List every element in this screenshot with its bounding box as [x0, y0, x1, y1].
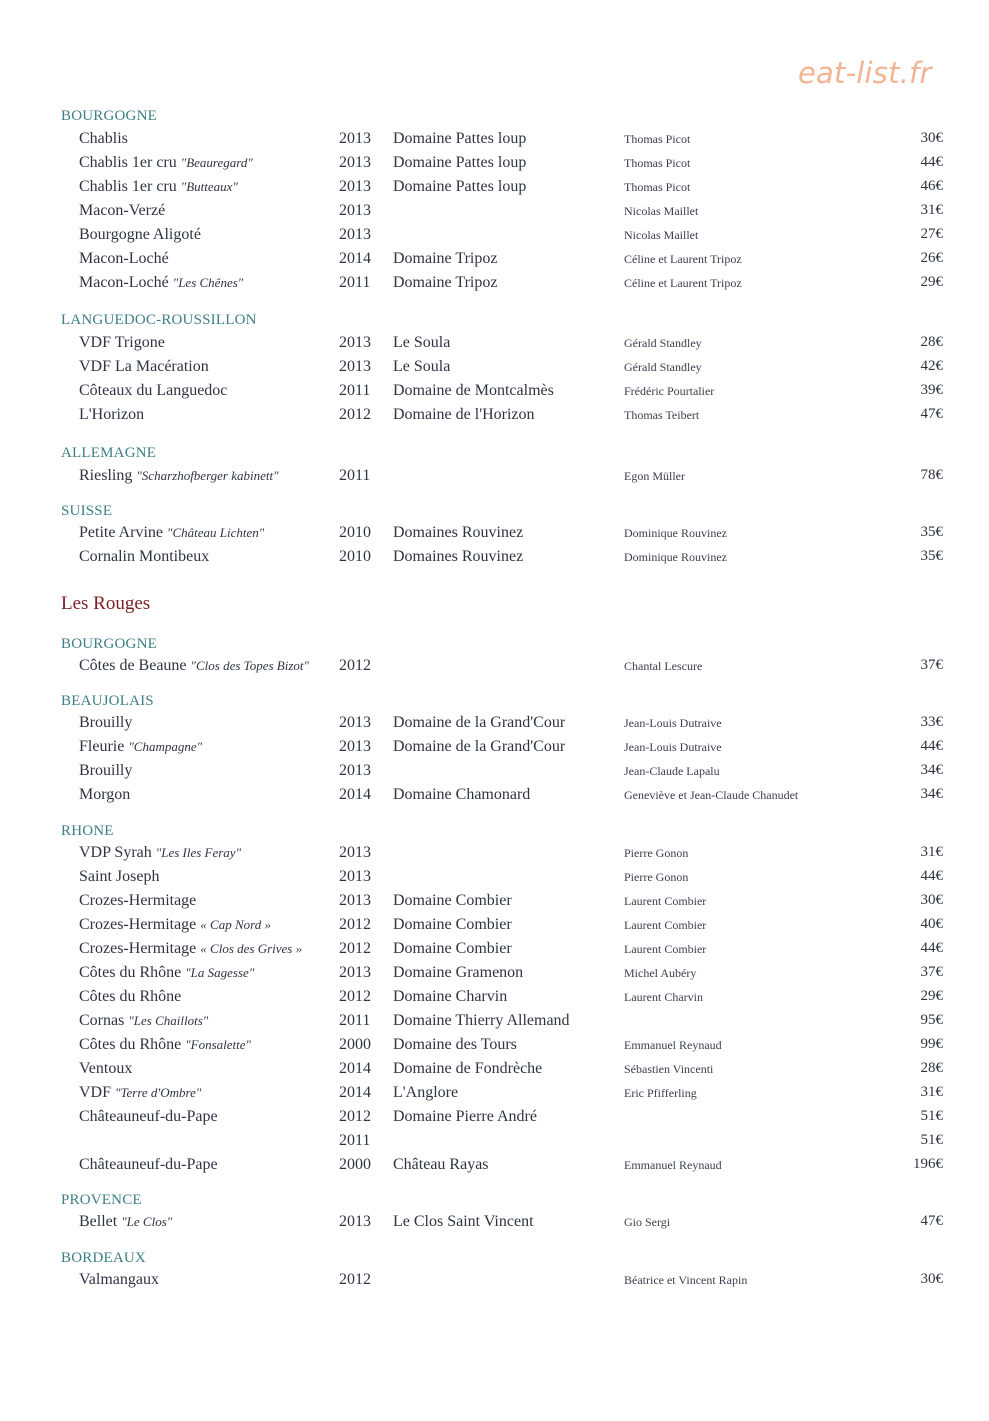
wine-producer: Thomas Picot — [624, 180, 691, 194]
wine-name — [79, 358, 209, 376]
wine-domain: Château Rayas — [393, 1156, 489, 1173]
wine-producer: Gio Sergi — [624, 1215, 671, 1229]
wine-cuvee: "Scharzhofberger kabinett" — [136, 468, 279, 483]
section-title: Les Rouges — [61, 593, 151, 614]
wine-price: 51€ — [920, 1132, 943, 1148]
wine-price: 30€ — [920, 1271, 943, 1287]
wine-appellation: Macon-Verzé — [79, 202, 166, 219]
wine-year: 2013 — [339, 714, 371, 731]
wine-row — [0, 130, 989, 152]
wine-domain: Domaines Rouvinez — [393, 524, 524, 541]
wine-year: 2000 — [339, 1036, 371, 1053]
wine-price: 95€ — [920, 1012, 943, 1028]
wine-year: 2013 — [339, 738, 371, 755]
wine-appellation: Fleurie — [79, 738, 129, 755]
wine-cuvee: "Les Chênes" — [172, 275, 244, 290]
wine-price: 35€ — [920, 524, 943, 540]
wine-appellation: Côteaux du Languedoc — [79, 382, 228, 399]
wine-appellation: Bourgogne Aligoté — [79, 226, 201, 243]
wine-domain: Domaine Pierre André — [393, 1108, 537, 1125]
wine-cuvee: "Fonsalette" — [185, 1037, 252, 1052]
wine-cuvee: "Les Iles Feray" — [155, 845, 242, 860]
wine-name — [79, 130, 128, 148]
wine-price: 28€ — [920, 334, 943, 350]
wine-row — [0, 548, 989, 570]
wine-name — [79, 548, 209, 566]
wine-price: 40€ — [920, 916, 943, 932]
wine-appellation: Côtes du Rhône — [79, 964, 186, 981]
wine-producer: Laurent Combier — [624, 942, 707, 956]
wine-producer: Chantal Lescure — [624, 659, 703, 673]
wine-price: 44€ — [920, 154, 943, 170]
wine-name — [79, 940, 302, 958]
wine-row — [0, 1012, 989, 1034]
wine-domain: Domaine Pattes loup — [393, 154, 527, 171]
wine-price: 39€ — [920, 382, 943, 398]
wine-year: 2012 — [339, 916, 371, 933]
wine-name — [79, 1012, 208, 1030]
wine-cuvee: "Butteaux" — [180, 179, 238, 194]
region-heading: RHONE — [61, 823, 114, 839]
wine-name — [79, 274, 243, 292]
wine-row — [0, 738, 989, 760]
wine-year: 2013 — [339, 1213, 371, 1230]
wine-appellation: VDF — [79, 1084, 116, 1101]
wine-appellation: Chablis 1er cru — [79, 178, 181, 195]
wine-name — [79, 1060, 132, 1078]
wine-producer: Emmanuel Reynaud — [624, 1038, 722, 1052]
wine-name — [79, 892, 196, 910]
wine-appellation: Côtes du Rhône — [79, 1036, 186, 1053]
wine-price: 31€ — [920, 844, 943, 860]
wine-price: 51€ — [920, 1108, 943, 1124]
wine-year: 2013 — [339, 154, 371, 171]
region-heading: BOURGOGNE — [61, 636, 157, 652]
wine-row — [0, 358, 989, 380]
wine-appellation: VDF La Macération — [79, 358, 209, 375]
wine-producer: Eric Pfifferling — [624, 1086, 697, 1100]
wine-row — [0, 1213, 989, 1235]
wine-year: 2012 — [339, 406, 371, 423]
wine-producer: Geneviève et Jean-Claude Chanudet — [624, 788, 799, 802]
wine-producer: Dominique Rouvinez — [624, 526, 727, 540]
wine-domain: Domaine de Fondrèche — [393, 1060, 543, 1077]
wine-appellation: Chablis 1er cru — [79, 154, 181, 171]
wine-domain: Domaine de la Grand'Cour — [393, 738, 566, 755]
wine-producer: Jean-Louis Dutraive — [624, 716, 722, 730]
watermark-text: eat-list.fr — [798, 56, 932, 90]
region-heading: BOURGOGNE — [61, 108, 157, 124]
wine-domain: Le Clos Saint Vincent — [393, 1213, 534, 1230]
wine-row — [0, 1036, 989, 1058]
wine-name — [79, 844, 241, 862]
wine-name — [79, 916, 271, 934]
wine-appellation: VDP Syrah — [79, 844, 156, 861]
wine-row — [0, 226, 989, 248]
wine-price: 27€ — [920, 226, 943, 242]
wine-name — [79, 406, 144, 424]
wine-producer: Sébastien Vincenti — [624, 1062, 714, 1076]
wine-price: 37€ — [920, 657, 943, 673]
wine-price: 29€ — [920, 274, 943, 290]
wine-year: 2012 — [339, 657, 371, 674]
wine-domain: Domaine des Tours — [393, 1036, 517, 1053]
wine-year: 2012 — [339, 940, 371, 957]
wine-cuvee: "La Sagesse" — [185, 965, 255, 980]
wine-producer: Egon Müller — [624, 469, 685, 483]
wine-appellation: Ventoux — [79, 1060, 133, 1077]
wine-name — [79, 868, 159, 886]
wine-domain: Domaine Gramenon — [393, 964, 524, 981]
region-heading: ALLEMAGNE — [61, 445, 157, 461]
wine-appellation: Cornalin Montibeux — [79, 548, 210, 565]
wine-price: 30€ — [920, 130, 943, 146]
wine-name — [79, 178, 238, 196]
wine-year: 2012 — [339, 1271, 371, 1288]
wine-domain: Domaine Tripoz — [393, 274, 498, 291]
wine-producer: Thomas Teibert — [624, 408, 700, 422]
wine-producer: Laurent Combier — [624, 894, 707, 908]
wine-price: 30€ — [920, 892, 943, 908]
wine-appellation: Riesling — [79, 467, 137, 484]
wine-appellation: Macon-Loché — [79, 250, 169, 267]
wine-appellation: Saint Joseph — [79, 868, 160, 885]
wine-row — [0, 868, 989, 890]
wine-row — [0, 406, 989, 428]
wine-price: 29€ — [920, 988, 943, 1004]
wine-domain: Domaine Combier — [393, 940, 512, 957]
wine-year: 2012 — [339, 1108, 371, 1125]
wine-year: 2011 — [339, 467, 371, 484]
wine-domain: Domaine Combier — [393, 916, 512, 933]
wine-producer: Nicolas Maillet — [624, 204, 699, 218]
wine-cuvee: "Le Clos" — [121, 1214, 173, 1229]
wine-row — [0, 178, 989, 200]
wine-year: 2013 — [339, 844, 371, 861]
wine-name — [79, 154, 253, 172]
wine-price: 78€ — [920, 467, 943, 483]
wine-year: 2010 — [339, 548, 371, 565]
wine-name — [79, 988, 181, 1006]
wine-domain: Domaine de Montcalmès — [393, 382, 554, 399]
wine-year: 2013 — [339, 964, 371, 981]
wine-appellation: Brouilly — [79, 714, 133, 731]
wine-producer: Laurent Charvin — [624, 990, 703, 1004]
wine-appellation: VDF Trigone — [79, 334, 165, 351]
wine-year: 2014 — [339, 1060, 371, 1077]
wine-row — [0, 1084, 989, 1106]
wine-domain: Le Soula — [393, 358, 451, 375]
wine-domain: Domaine de la Grand'Cour — [393, 714, 566, 731]
wine-producer: Jean-Claude Lapalu — [624, 764, 720, 778]
wine-domain: L'Anglore — [393, 1084, 459, 1101]
wine-appellation: L'Horizon — [79, 406, 145, 423]
wine-appellation: Macon-Loché — [79, 274, 173, 291]
wine-year: 2011 — [339, 1012, 371, 1029]
wine-appellation: Châteauneuf-du-Pape — [79, 1108, 218, 1125]
wine-row — [0, 762, 989, 784]
wine-year: 2013 — [339, 358, 371, 375]
wine-row — [0, 916, 989, 938]
wine-row — [0, 467, 989, 489]
wine-producer: Pierre Gonon — [624, 846, 689, 860]
wine-name — [79, 1156, 218, 1174]
wine-price: 37€ — [920, 964, 943, 980]
wine-price: 31€ — [920, 202, 943, 218]
wine-name — [79, 1084, 201, 1102]
wine-row — [0, 382, 989, 404]
wine-cuvee: "Beauregard" — [180, 155, 253, 170]
wine-appellation: Bellet — [79, 1213, 122, 1230]
wine-cuvee: "Terre d'Ombre" — [115, 1085, 202, 1100]
wine-name — [79, 382, 227, 400]
wine-row — [0, 1156, 989, 1178]
wine-row — [0, 892, 989, 914]
wine-row — [0, 786, 989, 808]
wine-domain: Domaine Tripoz — [393, 250, 498, 267]
wine-appellation: Cornas — [79, 1012, 129, 1029]
wine-row — [0, 964, 989, 986]
wine-name — [79, 1036, 251, 1054]
wine-cuvee: "Château Lichten" — [166, 525, 265, 540]
wine-price: 31€ — [920, 1084, 943, 1100]
region-heading: SUISSE — [61, 503, 113, 519]
wine-producer: Thomas Picot — [624, 156, 691, 170]
wine-price: 47€ — [920, 1213, 943, 1229]
wine-price: 44€ — [920, 868, 943, 884]
wine-producer: Nicolas Maillet — [624, 228, 699, 242]
wine-price: 33€ — [920, 714, 943, 730]
wine-name — [79, 334, 165, 352]
wine-appellation: Brouilly — [79, 762, 133, 779]
wine-cuvee: "Champagne" — [128, 739, 203, 754]
wine-row — [0, 524, 989, 546]
wine-appellation: Crozes-Hermitage — [79, 940, 201, 957]
wine-name — [79, 714, 132, 732]
wine-row — [0, 202, 989, 224]
wine-name — [79, 467, 279, 485]
wine-price: 34€ — [920, 786, 943, 802]
wine-row — [0, 657, 989, 679]
wine-domain: Domaine de l'Horizon — [393, 406, 535, 423]
wine-year: 2014 — [339, 1084, 371, 1101]
wine-row — [0, 1271, 989, 1293]
wine-producer: Céline et Laurent Tripoz — [624, 276, 742, 290]
wine-row — [0, 1132, 989, 1154]
wine-row — [0, 844, 989, 866]
wine-appellation: Côtes de Beaune — [79, 657, 191, 674]
wine-producer: Dominique Rouvinez — [624, 550, 727, 564]
wine-appellation: Petite Arvine — [79, 524, 167, 541]
wine-row — [0, 1108, 989, 1130]
wine-cuvee: « Clos des Grives » — [200, 941, 303, 956]
wine-year: 2013 — [339, 130, 371, 147]
wine-name — [79, 1213, 172, 1231]
wine-producer: Céline et Laurent Tripoz — [624, 252, 742, 266]
wine-row — [0, 940, 989, 962]
wine-year: 2014 — [339, 250, 371, 267]
wine-domain: Domaine Charvin — [393, 988, 508, 1005]
wine-year: 2013 — [339, 202, 371, 219]
wine-name — [79, 202, 165, 220]
wine-year: 2011 — [339, 382, 371, 399]
wine-year: 2013 — [339, 892, 371, 909]
wine-year: 2013 — [339, 226, 371, 243]
wine-name — [79, 1108, 218, 1126]
wine-cuvee: « Cap Nord » — [200, 917, 271, 932]
wine-year: 2011 — [339, 1132, 371, 1149]
wine-domain: Domaine Chamonard — [393, 786, 531, 803]
wine-price: 47€ — [920, 406, 943, 422]
wine-year: 2010 — [339, 524, 371, 541]
wine-year: 2013 — [339, 868, 371, 885]
wine-price: 28€ — [920, 1060, 943, 1076]
wine-domain: Domaine Thierry Allemand — [393, 1012, 570, 1029]
wine-year: 2013 — [339, 178, 371, 195]
wine-row — [0, 334, 989, 356]
wine-price: 46€ — [920, 178, 943, 194]
wine-producer: Frédéric Pourtalier — [624, 384, 715, 398]
wine-appellation: Valmangaux — [79, 1271, 159, 1288]
wine-producer: Emmanuel Reynaud — [624, 1158, 722, 1172]
wine-domain: Domaine Pattes loup — [393, 178, 527, 195]
wine-appellation: Chablis — [79, 130, 128, 147]
wine-row — [0, 154, 989, 176]
wine-producer: Thomas Picot — [624, 132, 691, 146]
wine-name — [79, 226, 201, 244]
wine-producer: Béatrice et Vincent Rapin — [624, 1273, 748, 1287]
wine-price: 35€ — [920, 548, 943, 564]
wine-domain: Domaines Rouvinez — [393, 548, 524, 565]
wine-producer: Laurent Combier — [624, 918, 707, 932]
wine-producer: Gérald Standley — [624, 336, 702, 350]
wine-domain: Le Soula — [393, 334, 451, 351]
wine-row — [0, 988, 989, 1010]
wine-appellation: Châteauneuf-du-Pape — [79, 1156, 218, 1173]
wine-year: 2000 — [339, 1156, 371, 1173]
wine-name — [79, 657, 309, 675]
wine-producer: Michel Aubéry — [624, 966, 697, 980]
wine-name — [79, 964, 254, 982]
wine-price: 44€ — [920, 940, 943, 956]
wine-row — [0, 274, 989, 296]
wine-producer: Gérald Standley — [624, 360, 702, 374]
wine-domain: Domaine Combier — [393, 892, 512, 909]
region-heading: PROVENCE — [61, 1192, 142, 1208]
wine-producer: Jean-Louis Dutraive — [624, 740, 722, 754]
wine-name — [79, 1271, 159, 1289]
wine-name — [79, 524, 264, 542]
wine-row — [0, 714, 989, 736]
wine-price: 99€ — [920, 1036, 943, 1052]
wine-name — [79, 250, 169, 268]
wine-name — [79, 738, 202, 756]
region-heading: LANGUEDOC-ROUSSILLON — [61, 312, 257, 328]
wine-producer: Pierre Gonon — [624, 870, 689, 884]
wine-price: 196€ — [913, 1156, 943, 1172]
region-heading: BEAUJOLAIS — [61, 693, 154, 709]
wine-row — [0, 1060, 989, 1082]
wine-name — [79, 786, 130, 804]
wine-year: 2013 — [339, 334, 371, 351]
wine-year: 2012 — [339, 988, 371, 1005]
wine-price: 42€ — [920, 358, 943, 374]
wine-year: 2013 — [339, 762, 371, 779]
wine-row — [0, 250, 989, 272]
wine-appellation: Côtes du Rhône — [79, 988, 182, 1005]
wine-name — [79, 762, 132, 780]
wine-cuvee: "Clos des Topes Bizot" — [190, 658, 309, 673]
wine-cuvee: "Les Chaillots" — [128, 1013, 209, 1028]
wine-appellation: Crozes-Hermitage — [79, 916, 201, 933]
wine-price: 44€ — [920, 738, 943, 754]
wine-year: 2011 — [339, 274, 371, 291]
wine-year: 2014 — [339, 786, 371, 803]
wine-domain: Domaine Pattes loup — [393, 130, 527, 147]
wine-appellation: Crozes-Hermitage — [79, 892, 197, 909]
region-heading: BORDEAUX — [61, 1250, 146, 1266]
wine-price: 26€ — [920, 250, 943, 266]
wine-price: 34€ — [920, 762, 943, 778]
wine-appellation: Morgon — [79, 786, 131, 803]
